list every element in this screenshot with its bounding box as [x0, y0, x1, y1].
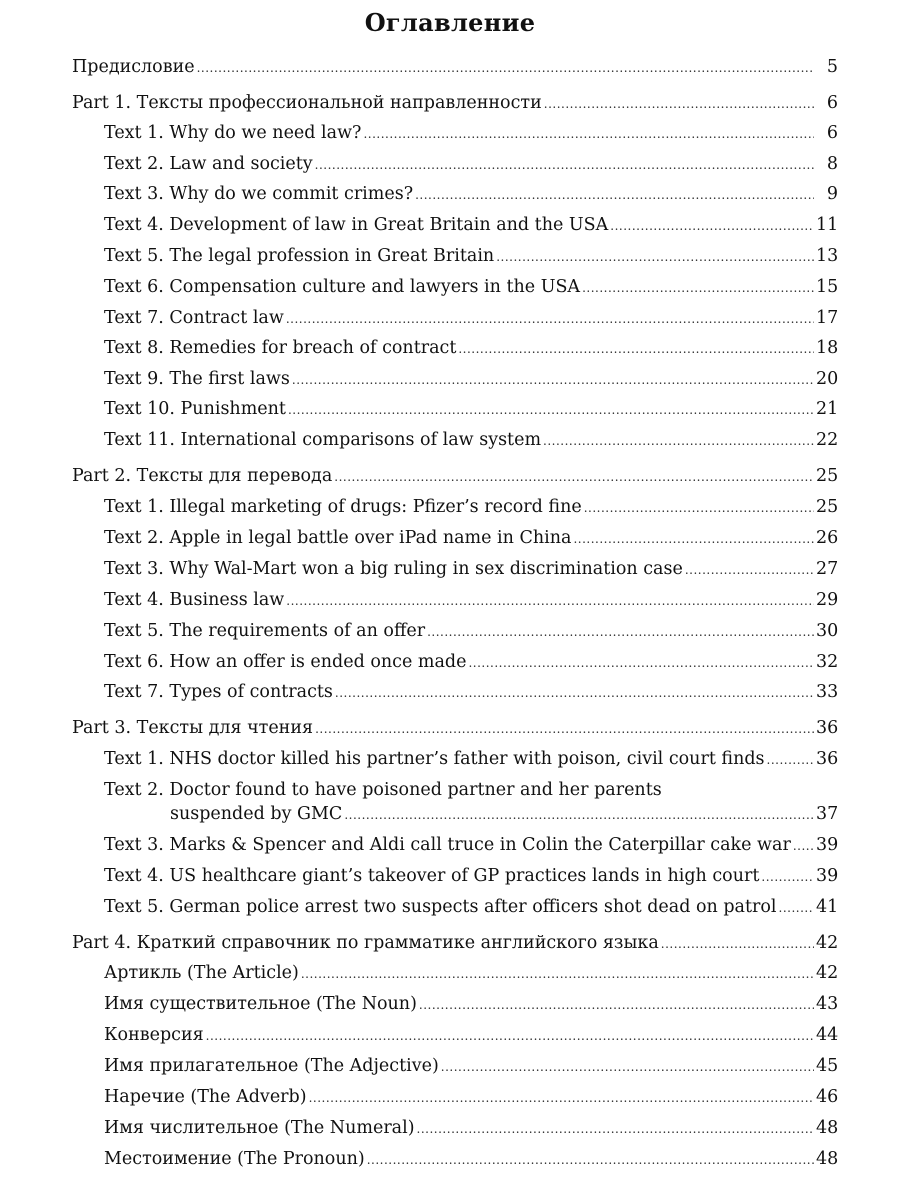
entry-page: 46	[816, 1087, 839, 1107]
leader-dots	[441, 1056, 814, 1078]
leader-dots	[309, 1087, 814, 1109]
leader-dots	[582, 277, 814, 299]
page-title: Оглавление	[364, 8, 536, 37]
leader-dots	[288, 399, 814, 421]
entry-page: 22	[816, 430, 839, 450]
entry-page: 36	[816, 749, 839, 769]
toc-entry[interactable]	[104, 748, 838, 771]
toc-entry[interactable]	[104, 1148, 838, 1171]
entry-title: Text 3. Marks & Spencer and Aldi call truce in Colin the Caterpillar cake war	[104, 835, 791, 855]
entry-page: 25	[816, 466, 839, 486]
leader-dots	[344, 804, 814, 826]
entry-title: Text 7. Types of contracts	[104, 682, 333, 702]
toc-entry[interactable]	[104, 651, 838, 674]
entry-title: Text 6. How an offer is ended once made	[104, 652, 467, 672]
entry-title: Text 2. Apple in legal battle over iPad name in China	[104, 528, 572, 548]
leader-dots	[584, 497, 814, 519]
entry-title: Text 2. Law and society	[104, 154, 313, 174]
toc-entry-preface[interactable]	[72, 56, 838, 79]
entry-page: 30	[816, 621, 839, 641]
entry-page: 33	[816, 682, 839, 702]
leader-dots	[367, 1149, 814, 1171]
entry-page: 6	[826, 123, 838, 143]
entry-title: Part 4. Краткий справочник по грамматике английского языка	[72, 933, 659, 953]
entry-title: Text 3. Why do we commit crimes?	[104, 184, 414, 204]
entry-page: 29	[816, 590, 839, 610]
entry-page: 42	[816, 933, 839, 953]
leader-dots	[206, 1025, 814, 1047]
entry-title: Text 1. NHS doctor killed his partner’s father with poison, civil court finds	[104, 749, 765, 769]
toc-entry[interactable]	[170, 803, 838, 826]
entry-page: 43	[816, 994, 839, 1014]
entry-title: Part 2. Тексты для перевода	[72, 466, 333, 486]
leader-dots	[335, 682, 814, 704]
entry-title: Text 3. Why Wal-Mart won a big ruling in sex discrimination case	[104, 559, 683, 579]
toc-entry[interactable]	[104, 368, 838, 391]
entry-title: Part 1. Тексты профессиональной направленности	[72, 93, 542, 113]
leader-dots	[301, 963, 814, 985]
leader-dots	[661, 933, 814, 955]
entry-title: Text 5. The requirements of an offer	[104, 621, 426, 641]
entry-page: 25	[816, 497, 839, 517]
toc-entry[interactable]	[104, 865, 838, 888]
leader-dots	[458, 338, 814, 360]
entry-title: Имя прилагательное (The Adjective)	[104, 1056, 439, 1076]
entry-page: 21	[816, 399, 839, 419]
entry-title: Text 10. Punishment	[104, 399, 286, 419]
toc-entry[interactable]	[104, 558, 838, 581]
toc-entry-part4[interactable]	[72, 932, 838, 955]
leader-dots	[197, 57, 814, 79]
leader-dots	[415, 184, 814, 206]
entry-title: Text 7. Contract law	[104, 308, 284, 328]
toc-entry[interactable]	[104, 214, 838, 237]
leader-dots	[334, 466, 814, 488]
leader-dots	[286, 590, 814, 612]
toc-entry[interactable]	[104, 429, 838, 452]
toc-entry[interactable]	[104, 1024, 838, 1047]
leader-dots	[315, 154, 814, 176]
toc-entry-part3[interactable]	[72, 717, 838, 740]
leader-dots	[610, 215, 814, 237]
toc-entry[interactable]	[104, 527, 838, 550]
entry-page: 44	[816, 1025, 839, 1045]
toc-entry[interactable]	[104, 337, 838, 360]
toc-entry[interactable]	[104, 122, 838, 145]
entry-page: 41	[816, 897, 839, 917]
toc-entry[interactable]	[104, 962, 838, 985]
toc-entry[interactable]	[104, 896, 838, 919]
leader-dots	[363, 123, 814, 145]
entry-title: Местоимение (The Pronoun)	[104, 1149, 365, 1169]
toc-entry[interactable]	[104, 1055, 838, 1078]
entry-page: 27	[816, 559, 839, 579]
leader-dots	[573, 528, 814, 550]
entry-page: 17	[816, 308, 839, 328]
entry-title: Предисловие	[72, 57, 195, 77]
entry-page: 5	[826, 57, 838, 77]
toc-entry[interactable]	[104, 307, 838, 330]
entry-page: 42	[816, 963, 839, 983]
entry-title: Part 3. Тексты для чтения	[72, 718, 314, 738]
leader-dots	[779, 897, 814, 919]
leader-dots	[496, 246, 814, 268]
entry-title-line2: suspended by GMC	[170, 804, 343, 824]
entry-page: 20	[816, 369, 839, 389]
toc-entry[interactable]	[104, 681, 838, 704]
leader-dots	[543, 430, 814, 452]
entry-title: Артикль (The Article)	[104, 963, 299, 983]
entry-title: Text 4. Business law	[104, 590, 285, 610]
leader-dots	[292, 369, 814, 391]
entry-page: 9	[826, 184, 838, 204]
entry-page: 37	[816, 804, 839, 824]
leader-dots	[427, 621, 814, 643]
leader-dots	[315, 718, 814, 740]
toc-entry[interactable]	[104, 1086, 838, 1109]
entry-title: Конверсия	[104, 1025, 204, 1045]
leader-dots	[544, 93, 814, 115]
entry-title: Text 1. Illegal marketing of drugs: Pfizer’s record fine	[104, 497, 582, 517]
toc-entry-part1[interactable]	[72, 92, 838, 115]
entry-page: 26	[816, 528, 839, 548]
entry-title: Text 1. Why do we need law?	[104, 123, 362, 143]
entry-page: 13	[816, 246, 839, 266]
leader-dots	[761, 866, 814, 888]
toc-entry[interactable]	[104, 589, 838, 612]
toc-entry[interactable]	[104, 276, 838, 299]
entry-title: Text 5. German police arrest two suspects after officers shot dead on patrol	[104, 897, 777, 917]
toc-entry[interactable]	[104, 398, 838, 421]
entry-title-line1[interactable]: Text 2. Doctor found to have poisoned partner and her parents	[104, 780, 662, 800]
toc-entry[interactable]	[104, 496, 838, 519]
entry-title: Text 8. Remedies for breach of contract	[104, 338, 457, 358]
entry-title: Text 5. The legal profession in Great Britain	[104, 246, 495, 266]
entry-title: Имя числительное (The Numeral)	[104, 1118, 415, 1138]
toc-entry[interactable]	[104, 993, 838, 1016]
toc-entry[interactable]	[104, 153, 838, 176]
entry-title: Text 9. The first laws	[104, 369, 290, 389]
leader-dots	[793, 835, 814, 857]
leader-dots	[767, 749, 814, 771]
entry-title: Text 4. Development of law in Great Britain and the USA	[104, 215, 609, 235]
entry-page: 15	[816, 277, 839, 297]
leader-dots	[468, 652, 814, 674]
entry-page: 48	[816, 1118, 839, 1138]
toc-entry-part2[interactable]	[72, 465, 838, 488]
entry-page: 11	[816, 215, 839, 235]
leader-dots	[286, 308, 814, 330]
entry-page: 48	[816, 1149, 839, 1169]
entry-page: 8	[826, 154, 838, 174]
entry-page: 45	[816, 1056, 839, 1076]
toc-entry[interactable]	[104, 245, 838, 268]
toc-entry[interactable]	[104, 834, 838, 857]
entry-page: 39	[816, 835, 839, 855]
leader-dots	[417, 1118, 814, 1140]
entry-title: Text 4. US healthcare giant’s takeover of GP practices lands in high court	[104, 866, 760, 886]
toc-entry[interactable]	[104, 1117, 838, 1140]
leader-dots	[419, 994, 814, 1016]
entry-title: Наречие (The Adverb)	[104, 1087, 307, 1107]
entry-page: 36	[816, 718, 839, 738]
entry-title: Имя существительное (The Noun)	[104, 994, 417, 1014]
entry-title: Text 6. Compensation culture and lawyers in the USA	[104, 277, 581, 297]
toc-entry[interactable]	[104, 183, 838, 206]
entry-page: 18	[816, 338, 839, 358]
entry-page: 32	[816, 652, 839, 672]
entry-title: Text 11. International comparisons of law system	[104, 430, 542, 450]
entry-page: 39	[816, 866, 839, 886]
leader-dots	[685, 559, 814, 581]
toc-entry[interactable]	[104, 620, 838, 643]
entry-page: 6	[826, 93, 838, 113]
